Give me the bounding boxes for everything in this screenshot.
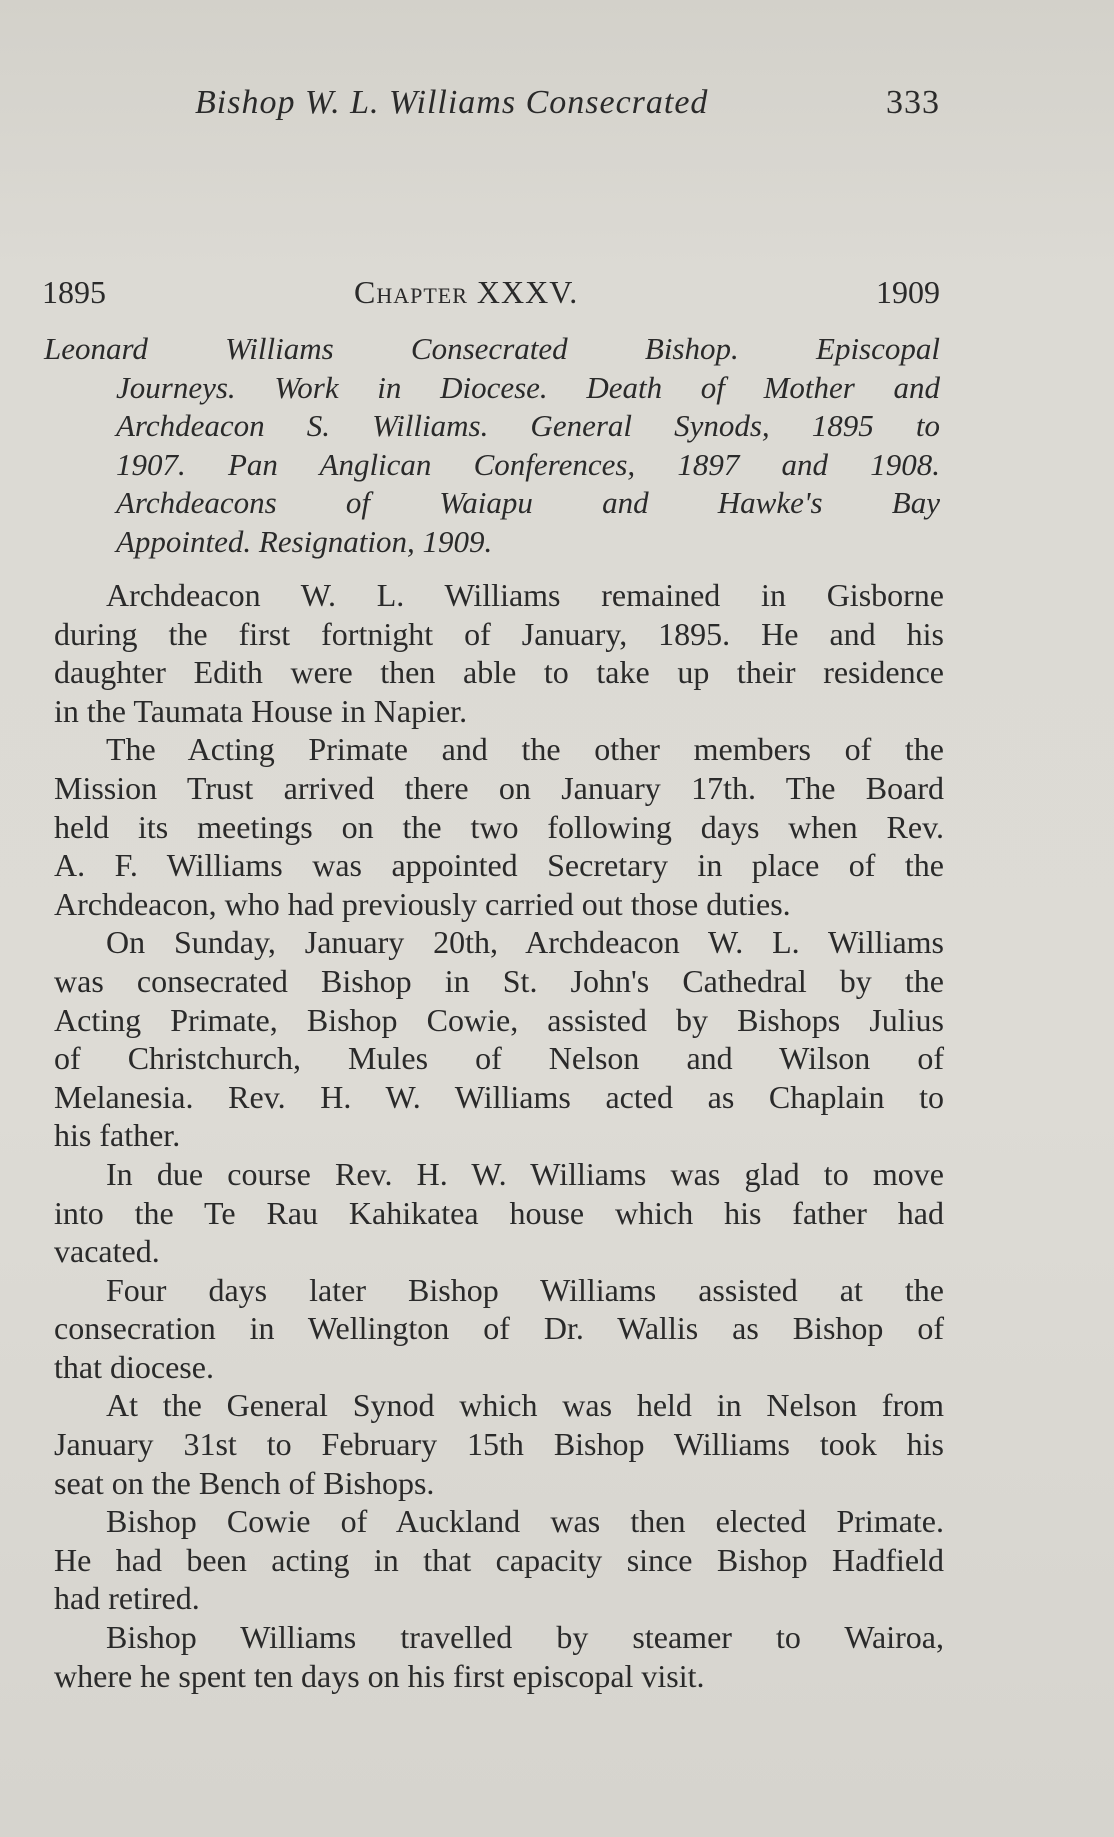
- body-text: [54, 576, 944, 1695]
- text-line: Bishop Williams travelled by steamer to Wairoa,: [106, 1619, 944, 1656]
- text-line: of Christchurch, Mules of Nelson and Wilson of: [54, 1040, 944, 1077]
- text-line: Acting Primate, Bishop Cowie, assisted by Bishops Julius: [54, 1001, 944, 1038]
- running-head-title: Bishop W. L. Williams Consecrated: [195, 84, 709, 121]
- text-line: that diocese.: [54, 1348, 214, 1385]
- paragraph: [54, 1271, 944, 1387]
- paragraph: [54, 576, 944, 730]
- text-line: In due course Rev. H. W. Williams was glad to move: [106, 1155, 944, 1192]
- synopsis-line: Archdeacons of Waiapu and Hawke's Bay: [116, 485, 940, 520]
- synopsis-line: Leonard Williams Consecrated Bishop. Episcopal: [44, 331, 940, 366]
- chapter-synopsis: [44, 330, 940, 561]
- synopsis-line: Appointed. Resignation, 1909.: [116, 523, 493, 559]
- text-line: daughter Edith were then able to take up their residence: [54, 654, 944, 691]
- paragraph: [54, 1502, 944, 1618]
- text-line: into the Te Rau Kahikatea house which his father had: [54, 1194, 944, 1231]
- text-line: A. F. Williams was appointed Secretary in place of the: [54, 847, 944, 884]
- text-line: consecration in Wellington of Dr. Wallis as Bishop of: [54, 1310, 944, 1347]
- text-line: seat on the Bench of Bishops.: [54, 1464, 435, 1501]
- text-line: At the General Synod which was held in Nelson from: [106, 1387, 944, 1424]
- synopsis-line: Archdeacon S. Williams. General Synods, 1895 to: [116, 408, 940, 443]
- paragraph: [54, 1618, 944, 1695]
- text-line: vacated.: [54, 1233, 160, 1270]
- chapter-title: Chapter XXXV.: [354, 274, 579, 310]
- text-line: Archdeacon W. L. Williams remained in Gisborne: [106, 577, 944, 613]
- text-line: Melanesia. Rev. H. W. Williams acted as Chaplain to: [54, 1078, 944, 1115]
- text-line: Mission Trust arrived there on January 17th. The Board: [54, 769, 944, 806]
- paragraph: [54, 1155, 944, 1271]
- text-line: his father.: [54, 1117, 181, 1154]
- paragraph: [54, 1386, 944, 1502]
- paragraph: [54, 730, 944, 923]
- synopsis-line: 1907. Pan Anglican Conferences, 1897 and 1908.: [116, 446, 940, 482]
- text-line: where he spent ten days on his first episcopal visit.: [54, 1657, 705, 1694]
- paragraph: [54, 923, 944, 1155]
- chapter-end-year: 1909: [876, 274, 940, 310]
- text-line: during the first fortnight of January, 1895. He and his: [54, 615, 944, 652]
- text-line: held its meetings on the two following days when Rev.: [54, 808, 944, 845]
- synopsis-line: Journeys. Work in Diocese. Death of Mother and: [116, 369, 940, 405]
- text-line: January 31st to February 15th Bishop Williams took his: [54, 1426, 944, 1463]
- text-line: The Acting Primate and the other members of the: [106, 731, 944, 768]
- text-line: was consecrated Bishop in St. John's Cathedral by the: [54, 962, 944, 999]
- page-number: 333: [886, 84, 940, 121]
- text-line: On Sunday, January 20th, Archdeacon W. L. Williams: [106, 924, 944, 961]
- text-line: Archdeacon, who had previously carried out those duties.: [54, 885, 791, 922]
- text-line: He had been acting in that capacity since Bishop Hadfield: [54, 1541, 944, 1578]
- text-line: Four days later Bishop Williams assisted at the: [106, 1271, 944, 1308]
- text-line: in the Taumata House in Napier.: [54, 692, 468, 729]
- chapter-start-year: 1895: [42, 274, 106, 310]
- text-line: had retired.: [54, 1580, 200, 1617]
- text-line: Bishop Cowie of Auckland was then elected Primate.: [106, 1503, 944, 1540]
